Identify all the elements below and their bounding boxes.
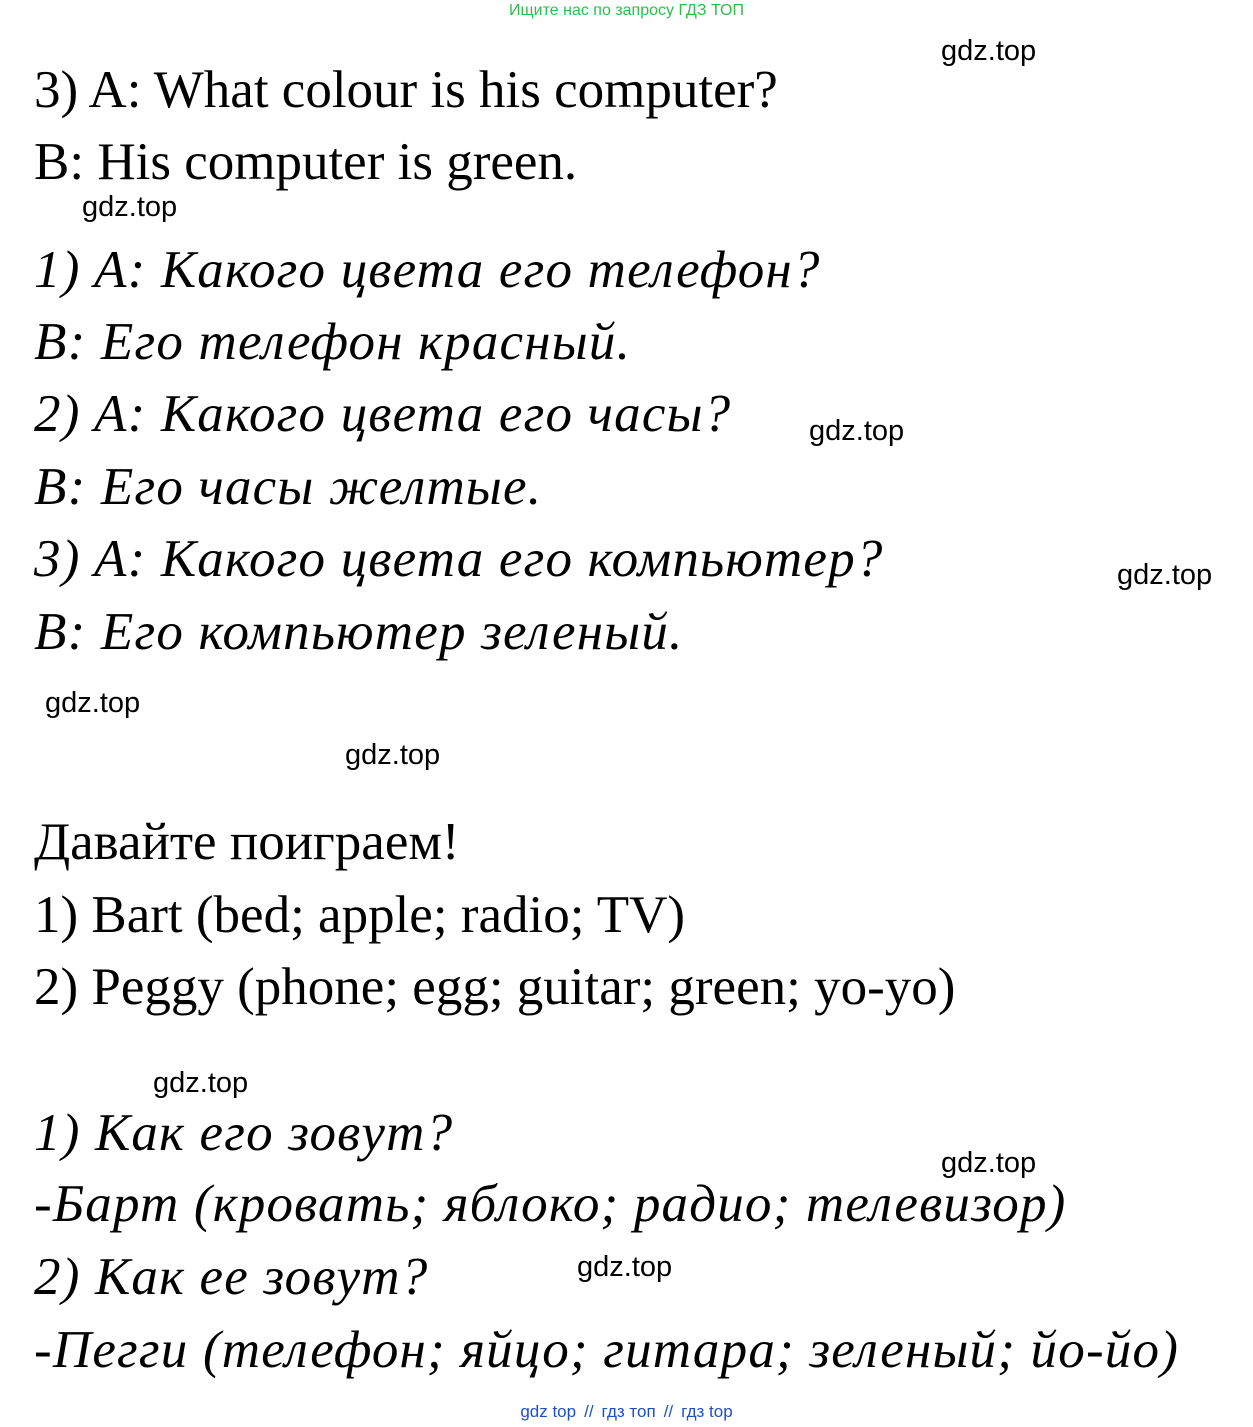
translation-line-5: 3) A: Какого цвета его компьютер? [34,530,884,588]
footer-banner [0,1402,1253,1422]
footer-separator: // [663,1402,674,1421]
footer-link-gdz-top-ru[interactable]: гдз топ [601,1402,656,1421]
watermark: gdz.top [1117,559,1213,591]
game-translation-line-3: 2) Как ее зовут? [34,1248,429,1306]
watermark: gdz.top [809,415,905,447]
game-item-2: 2) Peggy (phone; egg; guitar; green; yo-yo) [34,958,956,1016]
translation-line-1: 1) A: Какого цвета его телефон? [34,241,821,299]
footer-separator: // [584,1402,594,1421]
game-item-1: 1) Bart (bed; apple; radio; TV) [34,886,686,944]
game-title: Давайте поиграем! [34,813,460,871]
english-question-3: 3) A: What colour is his computer? [34,61,778,119]
game-translation-line-2: -Барт (кровать; яблоко; радио; телевизор) [34,1175,1067,1233]
translation-line-6: B: Его компьютер зеленый. [34,603,684,661]
footer-link-gdz-top-mixed[interactable]: гдз top [681,1402,733,1421]
translation-line-3: 2) A: Какого цвета его часы? [34,385,732,443]
watermark: gdz.top [941,1147,1037,1179]
watermark: gdz.top [345,739,441,771]
game-translation-line-1: 1) Как его зовут? [34,1104,454,1162]
watermark: gdz.top [45,687,141,719]
translation-line-2: B: Его телефон красный. [34,313,632,371]
game-translation-line-4: -Пегги (телефон; яйцо; гитара; зеленый; йо-йо) [34,1321,1180,1379]
footer-link-gdz-top[interactable]: gdz top [520,1402,577,1421]
translation-line-4: B: Его часы желтые. [34,458,543,516]
watermark: gdz.top [153,1067,249,1099]
watermark: gdz.top [941,35,1037,67]
watermark: gdz.top [577,1251,673,1283]
english-answer-3: B: His computer is green. [34,133,578,191]
watermark: gdz.top [82,191,178,223]
header-banner: Ищите нас по запросу ГДЗ ТОП [509,2,744,19]
